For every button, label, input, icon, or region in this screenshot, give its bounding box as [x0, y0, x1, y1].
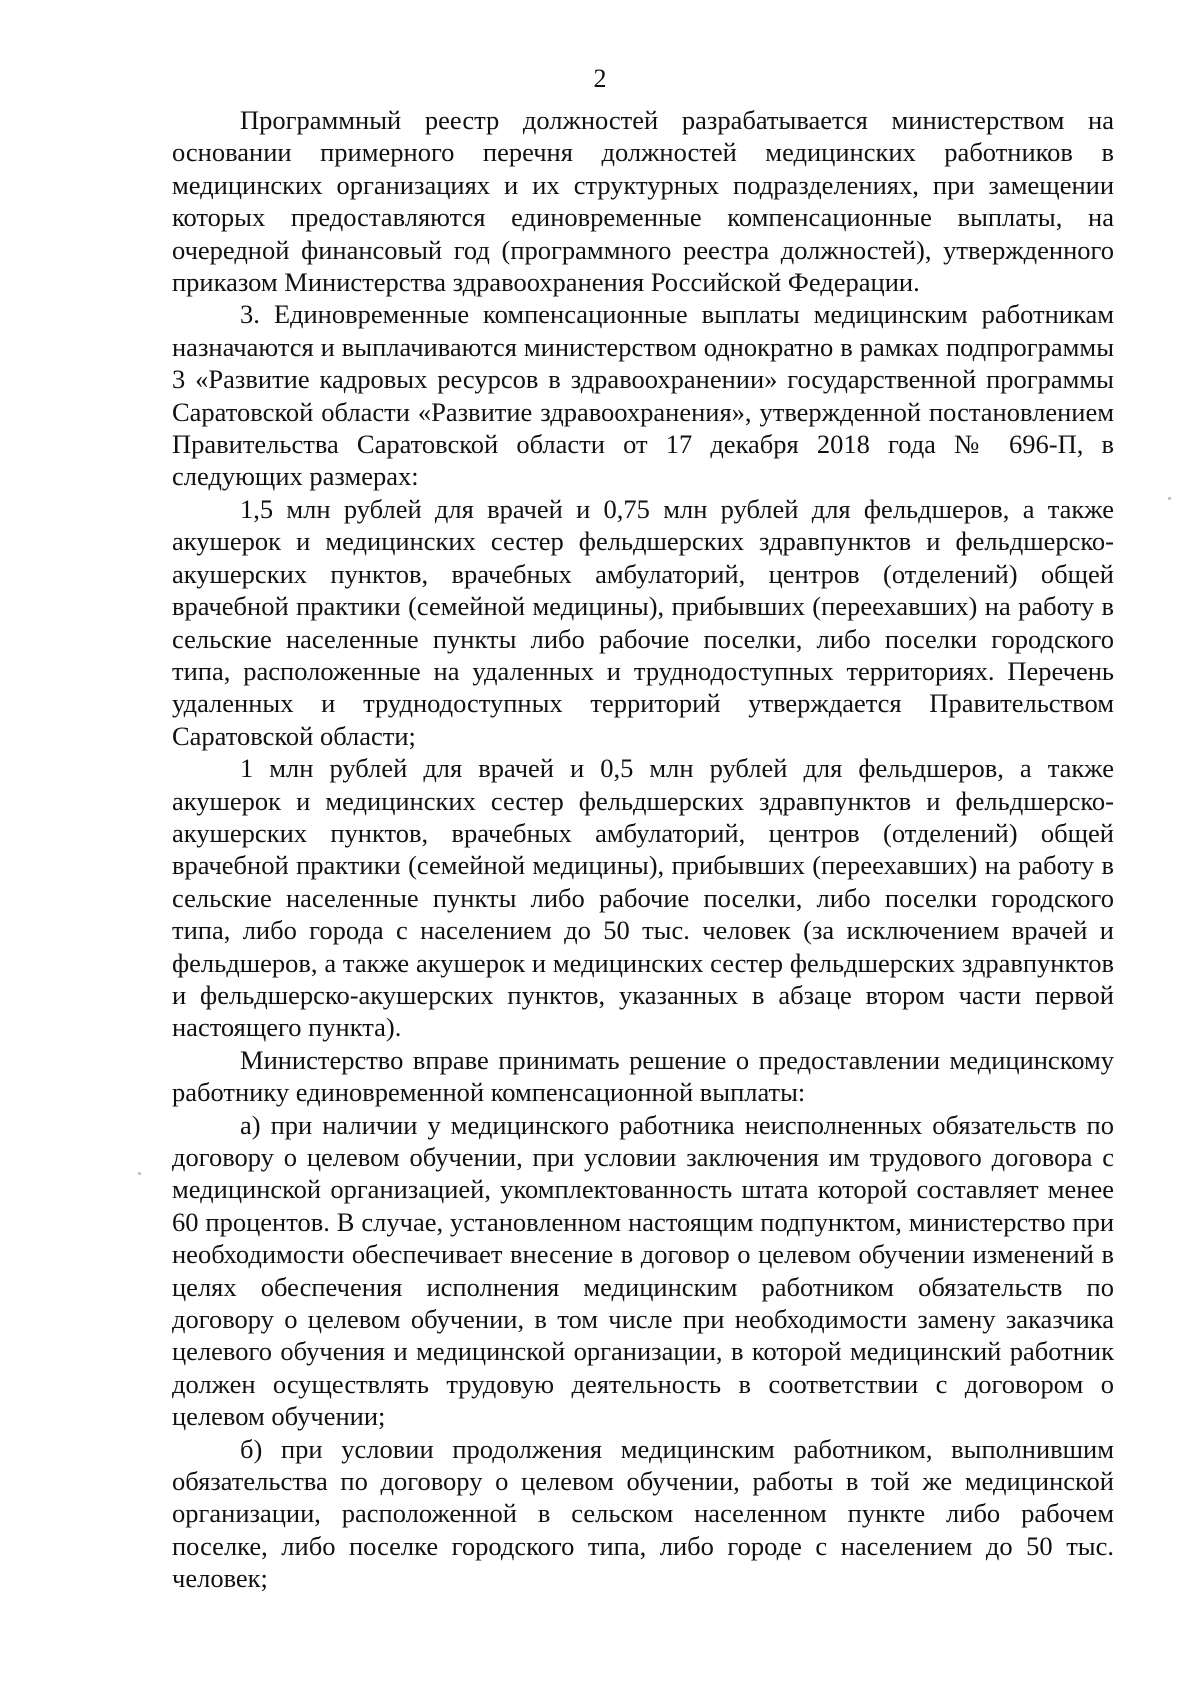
paragraph-amount-1-5-mln: 1,5 млн рублей для врачей и 0,75 млн рублей для фельдшеров, а также акушерок и медицинских сестер фельдшерских здравпунктов и фельдшерско-акушерских пунктов, врачебных амбулаторий, центров (отделений) общей врачебной практики (семейной медицины), прибывших (переехавших) на работу в сельские населенные пункты либо рабочие поселки, либо поселки городского типа, расположенные на удаленных и труднодоступных территориях. Перечень удаленных и труднодоступных территорий утверждается Правительством Саратовской области;: [172, 493, 1114, 751]
paragraph-registry: Программный реестр должностей разрабатывается министерством на основании примерного перечня должностей медицинских работников в медицинских организациях и их структурных подразделениях, при замещении которых предоставляются единовременные компенсационные выплаты, на очередной финансовый год (программного реестра должностей), утвержденного приказом Министерства здравоохранения Российской Федерации.: [172, 105, 1114, 298]
paragraph-ministry-decision: Министерство вправе принимать решение о предоставлении медицинскому работнику единовременной компенсационной выплаты:: [172, 1044, 1114, 1108]
document-body: [172, 104, 1114, 1595]
paragraph-amount-1-mln: 1 млн рублей для врачей и 0,5 млн рублей для фельдшеров, а также акушерок и медицинских сестер фельдшерских здравпунктов и фельдшерско-акушерских пунктов, врачебных амбулаторий, центров (отделений) общей врачебной практики (семейной медицины), прибывших (переехавших) на работу в сельские населенные пункты либо рабочие поселки, либо поселки городского типа, либо города с населением до 50 тыс. человек (за исключением врачей и фельдшеров, а также акушерок и медицинских сестер фельдшерских здравпунктов и фельдшерско-акушерских пунктов, указанных в абзаце втором части первой настоящего пункта).: [172, 753, 1114, 1043]
scan-speck: [138, 1172, 141, 1175]
paragraph-item-3: 3. Единовременные компенсационные выплаты медицинским работникам назначаются и выплачиваются министерством однократно в рамках подпрограммы 3 «Развитие кадровых ресурсов в здравоохранении» государственной программы Саратовской области «Развитие здравоохранения», утвержденной постановлением Правительства Саратовской области от 17 декабря 2018 года № 696-П, в следующих размерах:: [172, 299, 1114, 492]
page-number: 2: [593, 64, 607, 93]
paragraph-subitem-b: б) при условии продолжения медицинским работником, выполнившим обязательства по договору о целевом обучении, работы в той же медицинской организации, расположенной в сельском населенном пункте либо рабочем поселке, либо поселке городского типа, либо городе с населением до 50 тыс. человек;: [172, 1433, 1114, 1594]
paragraph-subitem-a: а) при наличии у медицинского работника неисполненных обязательств по договору о целевом обучении, при условии заключения им трудового договора с медицинской организацией, укомплектованность штата которой составляет менее 60 процентов. В случае, установленном настоящим подпунктом, министерство при необходимости обеспечивает внесение в договор о целевом обучении изменений в целях обеспечения исполнения медицинским работником обязательств по договору о целевом обучении, в том числе при необходимости замену заказчика целевого обучения и медицинской организации, в которой медицинский работник должен осуществлять трудовую деятельность в соответствии с договором о целевом обучении;: [172, 1109, 1114, 1432]
scan-speck: [1168, 497, 1171, 500]
